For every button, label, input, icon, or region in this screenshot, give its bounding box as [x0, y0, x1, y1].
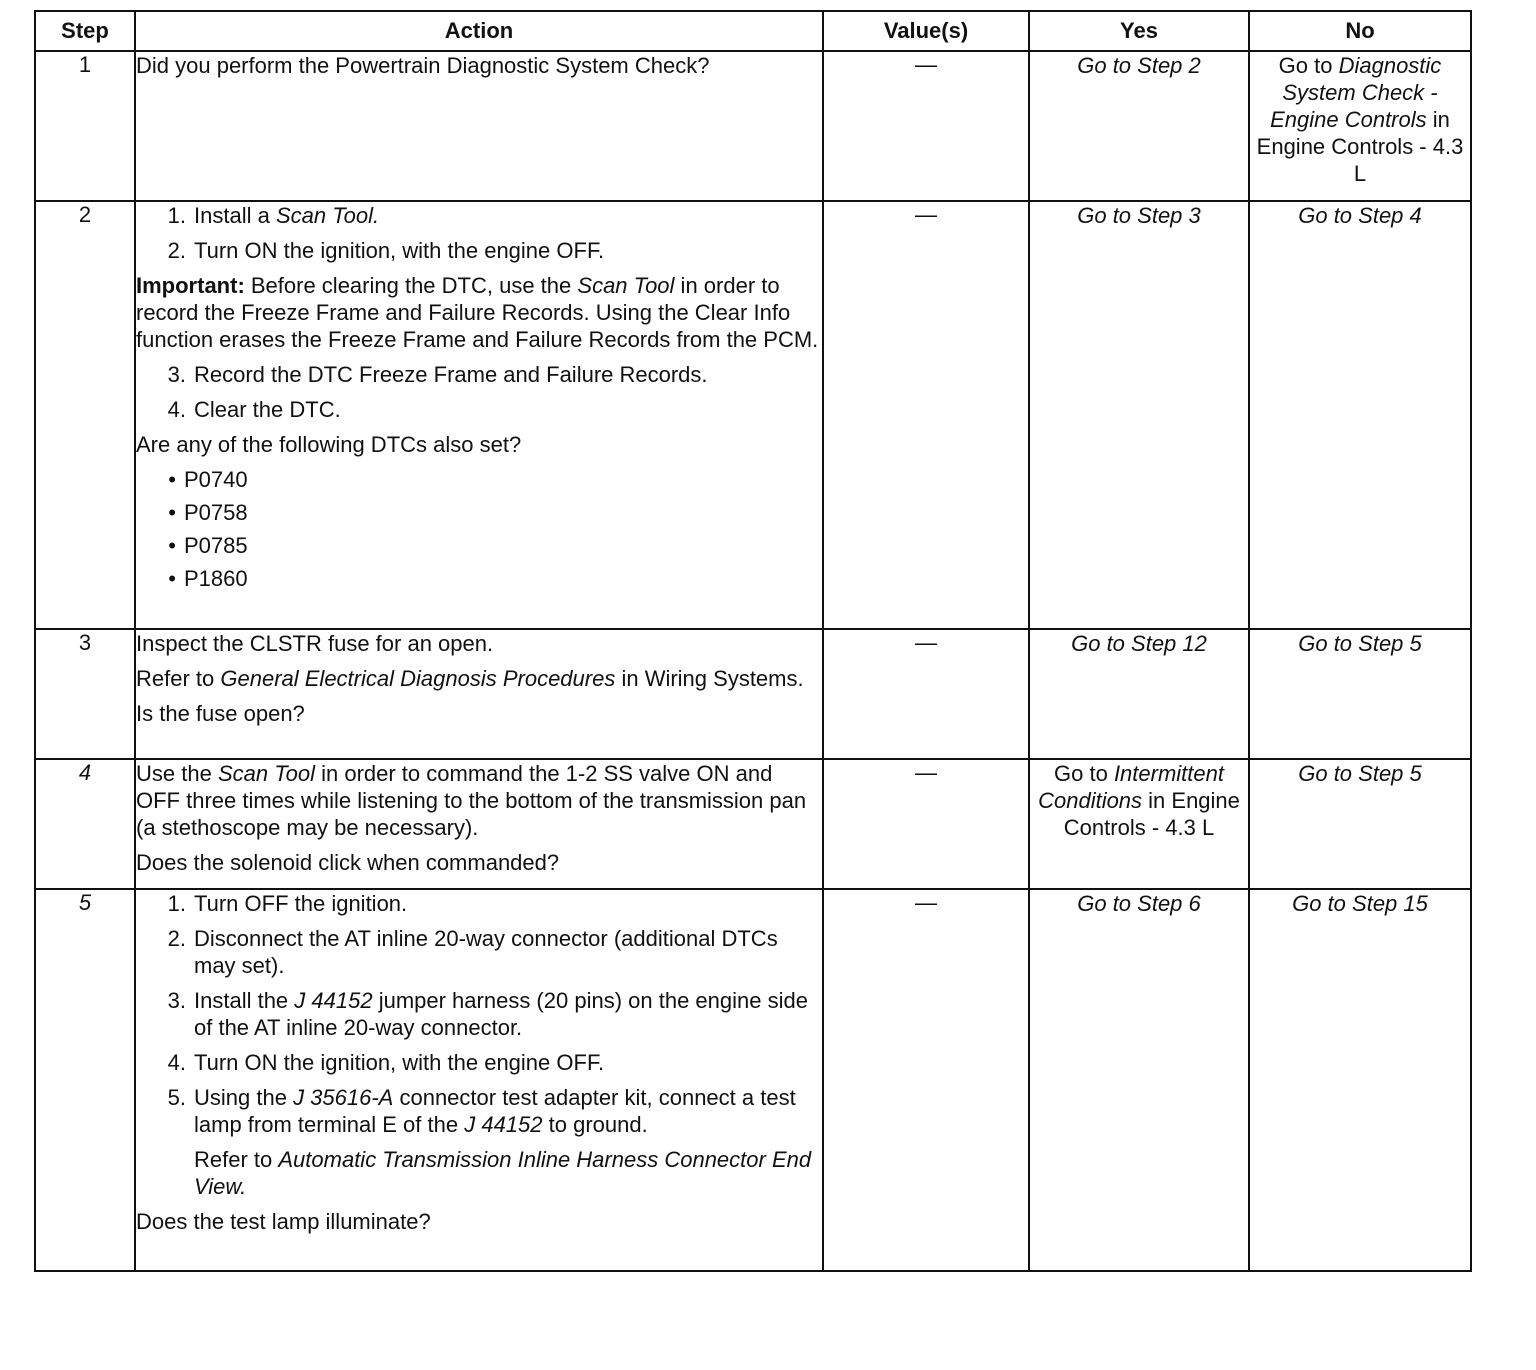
action-cell — [135, 201, 823, 629]
step-number: 5 — [35, 889, 135, 1271]
header-step: Step — [35, 11, 135, 51]
step-number: 4 — [35, 759, 135, 889]
yes-cell: Go to Intermittent Conditions in Engine Controls - 4.3 L — [1029, 759, 1249, 889]
value-cell: — — [823, 889, 1029, 1271]
yes-cell: Go to Step 12 — [1029, 629, 1249, 759]
list-item: 2. Disconnect the AT inline 20-way connector (additional DTCs may set). — [167, 926, 778, 978]
table-row — [35, 629, 1471, 759]
value-cell: — — [823, 629, 1029, 759]
yes-cell: Go to Step 3 — [1029, 201, 1249, 629]
dtc-code: • P1860 — [168, 566, 248, 591]
action-cell — [135, 51, 823, 201]
step-number: 1 — [35, 51, 135, 201]
action-cell — [135, 889, 823, 1271]
value-cell: — — [823, 759, 1029, 889]
action-question: Are any of the following DTCs also set? — [136, 432, 522, 457]
header-action: Action — [135, 11, 823, 51]
yes-cell: Go to Step 2 — [1029, 51, 1249, 201]
action-cell: Inspect the CLSTR fuse for an open. Refer to General Electrical Diagnosis Procedures in Wiring Systems. Is the fuse open? — [135, 629, 823, 759]
list-item: 2. Turn ON the ignition, with the engine OFF. — [167, 238, 605, 263]
value-cell: — — [823, 201, 1029, 629]
important-note: Important: Before clearing the DTC, use the Scan Tool in order to record the Freeze Frame and Failure Records. Using the Clear Info function erases the Freeze Frame and Failure Records from the PCM. — [136, 273, 819, 352]
header-no: No — [1249, 11, 1471, 51]
action-question: Does the test lamp illuminate? — [136, 1209, 431, 1234]
header-row — [35, 11, 1471, 51]
action-question: Does the solenoid click when commanded? — [136, 850, 560, 875]
no-cell: Go to Step 5 — [1249, 759, 1471, 889]
diagnostic-table — [34, 10, 1472, 1272]
dtc-code: • P0785 — [168, 533, 248, 558]
list-item: 4. Clear the DTC. — [167, 397, 341, 422]
action-question: Is the fuse open? — [136, 701, 305, 726]
action-cell: Use the Scan Tool in order to command the 1-2 SS valve ON and OFF three times while listening to the bottom of the transmission pan (a stethoscope may be necessary). Does the solenoid click when commanded? — [135, 759, 823, 889]
value-cell: — — [823, 51, 1029, 201]
header-values: Value(s) — [823, 11, 1029, 51]
dtc-code: • P0758 — [168, 500, 248, 525]
yes-cell: Go to Step 6 — [1029, 889, 1249, 1271]
step-number: 2 — [35, 201, 135, 629]
no-cell: Go to Step 5 — [1249, 629, 1471, 759]
list-item: 3. Record the DTC Freeze Frame and Failure Records. — [167, 362, 708, 387]
table-row — [35, 51, 1471, 201]
list-item: 1. Turn OFF the ignition. — [167, 891, 408, 916]
diagnostic-link: Diagnostic System Check - Engine Controls — [1270, 53, 1442, 132]
list-item: 4. Turn ON the ignition, with the engine OFF. — [167, 1050, 605, 1075]
table-row — [35, 889, 1471, 1271]
dtc-code: • P0740 — [168, 467, 248, 492]
no-cell: Go to Diagnostic System Check - Engine Controls in Engine Controls - 4.3 L — [1249, 51, 1471, 201]
action-question: Did you perform the Powertrain Diagnostic System Check? — [136, 53, 710, 78]
table-row — [35, 759, 1471, 889]
list-item: 5. Using the J 35616-A connector test adapter kit, connect a test lamp from terminal E of the J 44152 to ground. — [167, 1085, 796, 1137]
list-item: 3. Install the J 44152 jumper harness (20 pins) on the engine side of the AT inline 20-way connector. — [167, 988, 808, 1040]
no-cell: Go to Step 4 — [1249, 201, 1471, 629]
table-row — [35, 201, 1471, 629]
reference-note: Refer to Automatic Transmission Inline Harness Connector End View. — [194, 1147, 812, 1199]
header-yes: Yes — [1029, 11, 1249, 51]
list-item: 1. Install a Scan Tool. — [167, 203, 380, 228]
no-cell: Go to Step 15 — [1249, 889, 1471, 1271]
step-number: 3 — [35, 629, 135, 759]
